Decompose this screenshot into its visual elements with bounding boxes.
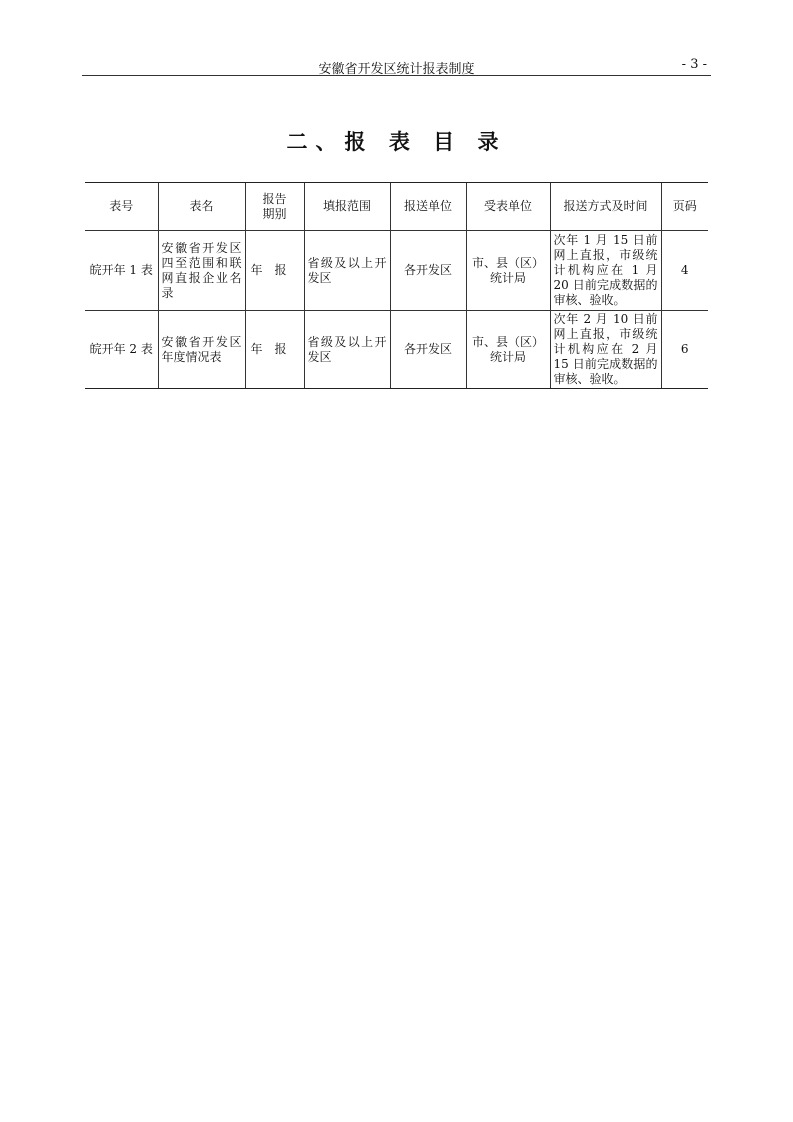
cell-name: 安徽省开发区年度情况表 [158, 311, 245, 389]
column-header-code: 表号 [85, 183, 158, 231]
column-header-submitter: 报送单位 [390, 183, 466, 231]
header-divider [82, 75, 711, 76]
cell-page: 4 [661, 231, 708, 311]
page-number: - 3 - [681, 57, 707, 72]
cell-code: 皖开年 2 表 [85, 311, 158, 389]
report-catalog-table [85, 182, 708, 389]
column-header-name: 表名 [158, 183, 245, 231]
cell-name: 安徽省开发区四至范围和联网直报企业名录 [158, 231, 245, 311]
cell-receiver: 市、县（区）统计局 [466, 311, 550, 389]
column-header-page: 页码 [661, 183, 708, 231]
column-header-method: 报送方式及时间 [550, 183, 661, 231]
cell-submitter: 各开发区 [390, 231, 466, 311]
cell-method: 次年 1 月 15 日前网上直报，市级统计机构应在 1 月 20 日前完成数据的审核、验收。 [550, 231, 661, 311]
cell-scope: 省级及以上开发区 [304, 311, 390, 389]
document-title: 安徽省开发区统计报表制度 [318, 62, 475, 77]
cell-method: 次年 2 月 10 日前网上直报，市级统计机构应在 2 月 15 日前完成数据的审核、验收。 [550, 311, 661, 389]
cell-submitter: 各开发区 [390, 311, 466, 389]
cell-scope: 省级及以上开发区 [304, 231, 390, 311]
column-header-scope: 填报范围 [304, 183, 390, 231]
table-row [85, 231, 708, 311]
cell-period: 年报 [245, 231, 304, 311]
cell-page: 6 [661, 311, 708, 389]
column-header-period: 报告 期别 [245, 183, 304, 231]
cell-period: 年报 [245, 311, 304, 389]
table-header-row [85, 183, 708, 231]
cell-code: 皖开年 1 表 [85, 231, 158, 311]
section-title: 二、报 表 目 录 [286, 129, 507, 154]
table-row [85, 311, 708, 389]
cell-receiver: 市、县（区）统计局 [466, 231, 550, 311]
column-header-receiver: 受表单位 [466, 183, 550, 231]
